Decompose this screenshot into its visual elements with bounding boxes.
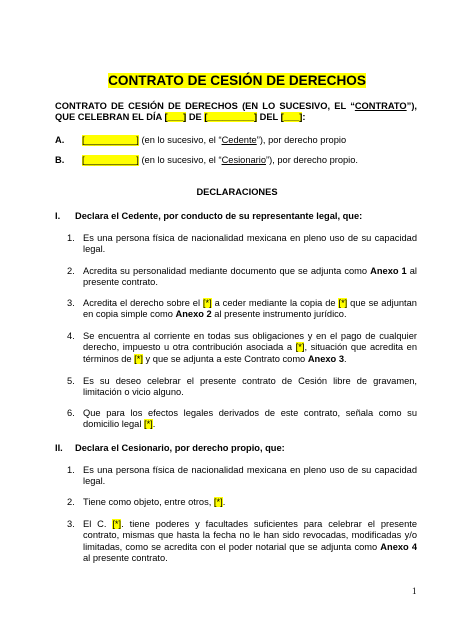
declaraciones-heading: DECLARACIONES xyxy=(196,187,278,197)
party-b-name-blank: [__________] xyxy=(82,155,139,165)
page-number: 1 xyxy=(412,586,417,596)
document-title: CONTRATO DE CESIÓN DE DERECHOS xyxy=(108,73,366,88)
intro-paragraph: CONTRATO DE CESIÓN DE DERECHOS (EN LO SUCESIVO, EL “CONTRATO”), QUE CELEBRAN EL DÍA [___] DE [_________] DEL [___]: xyxy=(55,101,417,123)
party-a-name-blank: [__________] xyxy=(82,135,139,145)
